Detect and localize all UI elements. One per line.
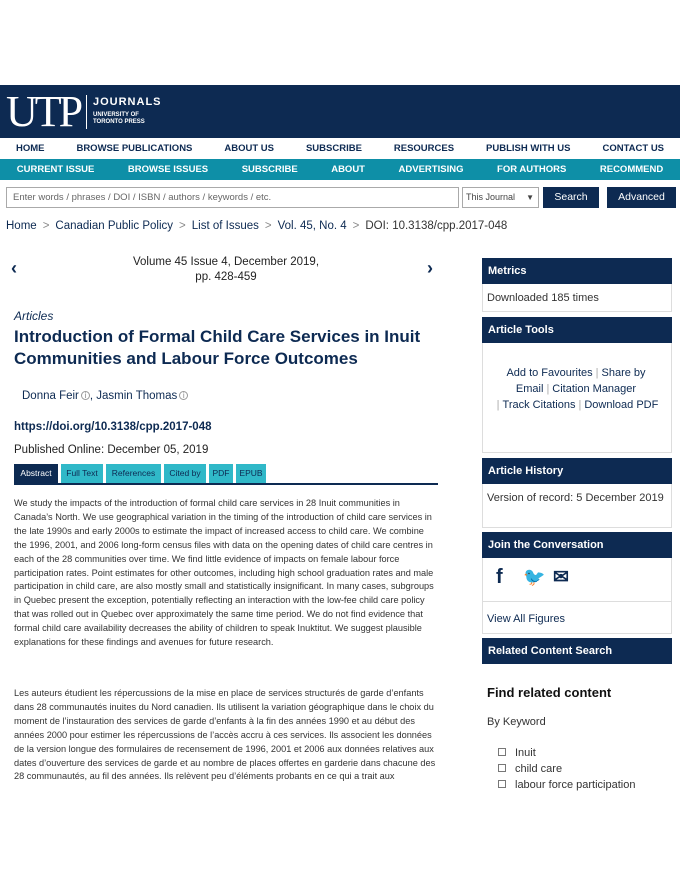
email-icon[interactable]: ✉ [553, 567, 569, 588]
social-box [482, 558, 672, 602]
by-keyword-label: By Keyword [487, 716, 546, 728]
tab-full-text[interactable]: Full Text [61, 464, 103, 483]
doi-link[interactable]: https://doi.org/10.3138/cpp.2017-048 [14, 421, 212, 433]
nav-subscribe[interactable]: SUBSCRIBE [305, 143, 362, 154]
checkbox[interactable] [498, 748, 506, 756]
keyword-checkbox-item[interactable] [498, 763, 562, 775]
facebook-icon[interactable]: f [496, 566, 503, 588]
keyword-label: Inuit [515, 747, 536, 759]
tab-epub[interactable]: EPUB [236, 464, 266, 483]
search-button[interactable]: Search [543, 187, 599, 208]
nav-browse-issues[interactable]: BROWSE ISSUES [127, 164, 209, 175]
nav-journal-subscribe[interactable]: SUBSCRIBE [241, 164, 298, 175]
nav-current-issue[interactable]: CURRENT ISSUE [16, 164, 95, 175]
search-scope-select[interactable] [462, 187, 539, 208]
breadcrumb-home[interactable]: Home [6, 220, 37, 232]
breadcrumb-separator: > [42, 220, 50, 232]
breadcrumb-separator: > [352, 220, 360, 232]
breadcrumb-separator: > [264, 220, 272, 232]
find-related-title: Find related content [487, 685, 612, 700]
tool-divider: | [546, 383, 550, 395]
keyword-checkbox-item[interactable] [498, 747, 536, 759]
breadcrumb-separator: > [179, 220, 186, 232]
breadcrumb-doi: DOI: 10.3138/cpp.2017-048 [365, 220, 508, 232]
nav-contact-us[interactable]: CONTACT US [602, 143, 665, 154]
share-by-email-link[interactable]: Share by Email [515, 367, 646, 395]
issue-pages: pp. 428-459 [195, 271, 257, 283]
tab-cited-by[interactable]: Cited by [164, 464, 206, 483]
keyword-label: labour force participation [515, 779, 636, 791]
view-all-figures-link[interactable]: View All Figures [487, 613, 566, 625]
article-history-heading: Article History [482, 458, 672, 484]
nav-advertising[interactable]: ADVERTISING [398, 164, 464, 175]
twitter-icon[interactable]: 🐦 [523, 567, 546, 587]
version-of-record: Version of record: 5 December 2019 [487, 492, 664, 504]
tool-divider: | [595, 367, 599, 379]
author-link[interactable]: Donna Feir [22, 390, 79, 402]
tool-divider: | [578, 399, 582, 411]
nav-about-us[interactable]: ABOUT US [224, 143, 274, 154]
track-citations-link[interactable]: Track Citations [502, 399, 576, 411]
search-scope-value: This Journal [466, 192, 516, 202]
tab-references[interactable]: References [106, 464, 161, 483]
join-conversation-heading: Join the Conversation [482, 532, 672, 558]
citation-manager-link[interactable]: Citation Manager [552, 383, 637, 395]
nav-resources[interactable]: RESOURCES [393, 143, 455, 154]
breadcrumb [6, 220, 507, 232]
article-tools-heading: Article Tools [482, 317, 672, 343]
info-icon[interactable]: i [179, 391, 188, 400]
breadcrumb-issues[interactable]: List of Issues [191, 220, 259, 232]
nav-about[interactable]: ABOUT [331, 164, 365, 175]
abstract-french: Les auteurs étudient les répercussions de la mise en place de services structurés de garde d’enfants dans 28 communautés inuites du Nord canadien. Ils utilisent la variation géographique dans le choix du moment de l’instauration des services de garde d’enfants à la fin des années 1990 et au début des années 2000 pour estimer les répercussions de l’accès accru à ces services. Ils associent les données de la version longue des formulaires de recensement de 1996, 2001 et 2006 aux données relatives aux dates d’ouverture des services de garde et au nombre de places offertes en garderie dans chacune des 28 communautés, au fil des années. Ils relèvent peu d’éléments probants en ce qui a trait aux [14, 688, 436, 782]
nav-home[interactable]: HOME [15, 143, 45, 154]
journal-nav [0, 159, 680, 180]
checkbox[interactable] [498, 764, 506, 772]
tab-abstract[interactable]: Abstract [14, 464, 58, 483]
keyword-checkbox-item[interactable] [498, 779, 635, 791]
issue-info [120, 255, 332, 285]
nav-for-authors[interactable]: FOR AUTHORS [497, 164, 567, 175]
related-content-heading: Related Content Search [482, 638, 672, 664]
author-link[interactable]: Jasmin Thomas [96, 390, 178, 402]
nav-browse-publications[interactable]: BROWSE PUBLICATIONS [76, 143, 193, 154]
author-list: Donna Feir i , Jasmin Thomas i [22, 390, 188, 402]
previous-article-icon[interactable]: ‹ [11, 258, 17, 278]
keyword-label: child care [515, 763, 563, 775]
add-to-favourites-link[interactable]: Add to Favourites [506, 367, 593, 379]
chevron-down-icon: ▼ [526, 193, 534, 202]
article-section: Articles [14, 309, 54, 323]
tab-pdf[interactable]: PDF [209, 464, 233, 483]
utp-logo[interactable]: UTP [6, 87, 81, 136]
tool-divider: | [496, 399, 500, 411]
article-title: Introduction of Formal Child Care Services in Inuit Communities and Labour Force Outcomes [14, 327, 421, 368]
download-count: Downloaded 185 times [487, 292, 599, 304]
logo-journals-text: JOURNALS [93, 96, 162, 108]
site-header [0, 85, 680, 138]
download-pdf-link[interactable]: Download PDF [584, 399, 659, 411]
metrics-heading: Metrics [482, 258, 672, 284]
advanced-search-button[interactable]: Advanced [607, 187, 676, 208]
article-tools-links [486, 365, 666, 413]
info-icon[interactable]: i [81, 391, 90, 400]
primary-nav [0, 139, 680, 159]
breadcrumb-volume[interactable]: Vol. 45, No. 4 [277, 220, 347, 232]
abstract-english: We study the impacts of the introduction of formal child care services in 28 Inuit communities in Canada’s North. We use geographical variation in the timing of the introduction of child care services in the late 1990s and early 2000s to estimate the impact of increased access to child care. We combine the 1996, 2001, and 2006 long-form census files with data on the opening dates of child care centres in each of the 28 communities over time. We find little evidence of impacts on female labour force participation rates. Point estimates for other outcomes, including high school graduation rates and male participation in child care, are also mostly small and statistically insignificant. In many cases, subgroups in Quebec present the exception, potentially reflecting an interaction with the low-fee child care policy that was rolled out in Quebec over approximately the same time period. We do not find evidence that formal child care availability decreases the ability of children to speak Inuktitut. We suggest plausible explanations for these findings and avenues for future research. [14, 498, 434, 648]
issue-volume: Volume 45 Issue 4, December 2019, [132, 256, 320, 268]
next-article-icon[interactable]: › [427, 258, 433, 278]
nav-recommend[interactable]: RECOMMEND [599, 164, 664, 175]
article-tabs [14, 464, 438, 485]
checkbox[interactable] [498, 780, 506, 788]
logo-divider [86, 95, 87, 129]
logo-subline: UNIVERSITY OF TORONTO PRESS [93, 112, 145, 125]
search-input[interactable]: Enter words / phrases / DOI / ISBN / authors / keywords / etc. [6, 187, 459, 208]
breadcrumb-journal[interactable]: Canadian Public Policy [55, 220, 174, 232]
nav-publish-with-us[interactable]: PUBLISH WITH US [486, 143, 571, 154]
published-date: Published Online: December 05, 2019 [14, 444, 209, 456]
